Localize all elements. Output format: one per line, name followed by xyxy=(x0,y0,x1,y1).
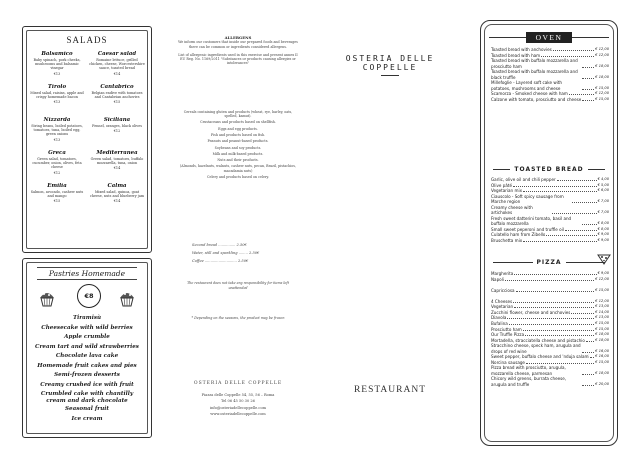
extra-item: Coffee ............................ 2.50€ xyxy=(192,259,249,264)
extra-item: Second bread ............... 2.50€ xyxy=(192,243,247,248)
contact-block xyxy=(178,381,298,418)
salad-item: Emilia Salmon, avocado, cashew nuts and mango €15 xyxy=(30,183,84,204)
menu-row: Chicory wild greens, burrata cheese, arugula and truffle € 20,00 xyxy=(491,376,609,387)
toasted-title: TOASTED BREAD xyxy=(514,166,584,173)
menu-row: Bufalina € 15,00 xyxy=(491,320,609,326)
menu-row: Capricciosa € 15,00 xyxy=(491,287,609,293)
brand-logo-block xyxy=(320,54,460,79)
list-item: (Almonds, hazelnuts, walnuts, cashew nuts, pecan, Brazil, pistachios, macadamia nuts) xyxy=(180,164,296,173)
menu-row: Ciauscolo - Soft spicy sausage from Marche region € 7,00 xyxy=(491,193,609,205)
menu-row: Prosciutto ham € 15,00 xyxy=(491,326,609,332)
menu-row: Sweet pepper, buffalo cheese and 'nduja salami € 16,00 xyxy=(491,354,609,360)
menu-row: Diavola € 13,00 xyxy=(491,315,609,321)
oven-list xyxy=(491,47,609,102)
divider xyxy=(493,169,510,170)
allergens-title: ALLERGENS xyxy=(224,35,252,40)
list-item: Celery and products based on celery. xyxy=(207,175,269,180)
cupcake-icon xyxy=(117,289,137,307)
menu-row: Small sweet peperoni and truffle oil € 8,00 xyxy=(491,226,609,232)
note-frozen: * Depending on the seasons, the product may be frozen xyxy=(191,315,285,320)
pastries-title: Pastries Homemade xyxy=(37,267,137,280)
list-item: Ice cream xyxy=(71,415,103,422)
menu-row: Toasted bread with buffalo mozzarella and prosciutto ham € 18,00 xyxy=(491,58,609,69)
list-item: Soybeans and soy products. xyxy=(214,145,262,150)
menu-row: Garlic, olive oil and chili pepper € 4,00 xyxy=(491,177,609,182)
menu-row: Vegetarian € 13,00 xyxy=(491,304,609,310)
list-item: Cereals containing gluten and products (wheat, rye, barley, oats, spelled, kamut). xyxy=(183,109,293,119)
menu-row: Mortadella, stracciatella cheese and pistachio € 18,00 xyxy=(491,337,609,343)
allergens-list xyxy=(178,110,298,180)
list-item: Nuts and their products. xyxy=(217,158,259,163)
note-responsibility: The restaurant does not take any responsibility for items left unattended xyxy=(187,281,289,290)
menu-row: Zucchini flower, cheese and anchovies € 14,00 xyxy=(491,309,609,315)
list-item: Cream tart and wild strawberries xyxy=(35,343,139,350)
menu-row: 4 Cheeses € 12,00 xyxy=(491,298,609,304)
list-item: Crumbled cake with chantilly cream and dark chocolate xyxy=(40,391,134,404)
menu-row: Culatello ham from Zibello € 9,00 xyxy=(491,232,609,238)
oven-header xyxy=(489,32,609,43)
contact-email: info@osteriadellecoppelle.com xyxy=(209,405,267,410)
salad-item: Caesar salad Romaine lettuce, grilled chicken, cheese, Worcestershire sauce, toasted bread €14 xyxy=(89,51,145,76)
menu-row: Scamorza - Smoked cheese with ham € 12,00 xyxy=(491,91,609,97)
list-item: Tiramisù xyxy=(72,315,102,321)
cupcake-icon xyxy=(37,289,57,307)
menu-row: Our Truffle Pizza € 18,00 xyxy=(491,332,609,338)
salad-item: Calma Mixed salad, quinoa, goat cheese, nuts and blueberry jam €14 xyxy=(89,183,145,204)
extras-list xyxy=(178,241,298,265)
list-item: Seasonal fruit xyxy=(65,406,109,412)
divider xyxy=(588,169,605,170)
list-item: Eggs and egg products. xyxy=(218,126,258,131)
divider xyxy=(493,262,533,263)
menu-row: Toasted bread with anchovies € 12,00 xyxy=(491,47,609,52)
pizza-list xyxy=(491,271,609,388)
salads-panel xyxy=(22,26,152,253)
list-item: Crustaceans and products based on shellfish. xyxy=(200,120,276,125)
menu-row: Toasted bread with ham € 12,00 xyxy=(491,52,609,58)
contact-phone: Tel 06 45 50 30 26 xyxy=(221,399,255,403)
salad-item: Greca Green salad, tomatoes, cucumber, onion, olives, feta cheese €12 xyxy=(32,150,82,175)
pizza-title: PIZZA xyxy=(536,259,562,266)
list-item: Fish and products based on fish. xyxy=(210,132,266,137)
salads-grid xyxy=(29,51,145,216)
menu-row: Norcina sausage € 15,00 xyxy=(491,359,609,365)
menu-row: Napoli € 12,00 xyxy=(491,276,609,282)
divider xyxy=(572,37,609,38)
menu-row: Pizza bread with prosciutto, arugula, mozzarella cheese, parmesan € 18,00 xyxy=(491,365,609,376)
list-item: Homemade fruit cakes and pies xyxy=(37,362,137,369)
menu-row: Calzone with tomato, prosciutto and cheese € 15,00 xyxy=(491,96,609,102)
salad-item: Balsamico Baby spinach, pork cheeks, mushrooms and balsamic vinegar €13 xyxy=(33,51,81,76)
salads-title: SALADS xyxy=(66,35,108,45)
list-item: Peanuts and peanut-based products. xyxy=(207,139,269,144)
list-item: Apple crumble xyxy=(64,334,110,340)
allergens-law: List of allergenic ingredients used in this exercise and present annex II EU Reg. No. 1169/2011 "Substances or products causing allergies or intolerances" xyxy=(178,52,298,66)
contact-address: Piazza delle Coppelle 54, 55, 56 – Roma xyxy=(201,392,275,397)
salad-item: Mediterranea Green salad, tomatoes, buffalo mozzarella, tuna, onion €14 xyxy=(90,150,144,171)
list-item: Chocolate lava cake xyxy=(55,353,119,359)
oven-pizza-panel xyxy=(480,20,618,446)
allergens-column xyxy=(178,36,298,436)
allergens-intro: We inform our customers that inside our prepared foods and beverages there can be common or ingredients considered allergens. xyxy=(178,40,298,49)
menu-row: Fresh sweet datterini tomato, basil and buffalo mozzarella € 8,00 xyxy=(491,215,609,227)
list-item: Milk and milk-based products. xyxy=(212,151,264,156)
salad-item: Tirolo Mixed salad, raisins, apple and crispy homemade bacon €13 xyxy=(30,84,84,105)
contact-web: www.osteriadellecoppelle.com xyxy=(210,412,266,416)
list-item: Semi-frozen desserts xyxy=(54,372,120,378)
divider xyxy=(489,37,526,38)
list-item: Cheesecake with wild berries xyxy=(41,324,133,331)
contact-brand: OSTERIA DELLE COPPELLE xyxy=(193,381,283,386)
toasted-header xyxy=(489,166,609,173)
menu-row: Millefoglie - Layered soft cake with potatoes, mushrooms and cheese € 15,00 xyxy=(491,80,609,91)
menu-row: Vegetarian mix € 6,00 xyxy=(491,188,609,194)
salad-item: Nizzarda String beans, boiled potatoes, tomatoes, tuna, boiled egg, green onions €13 xyxy=(31,117,83,142)
oven-title: OVEN xyxy=(526,32,573,43)
toasted-list xyxy=(491,177,609,244)
divider xyxy=(381,75,399,76)
divider xyxy=(566,262,606,263)
menu-row: Olive pâté € 5,00 xyxy=(491,182,609,188)
pizza-header xyxy=(489,259,609,266)
brand-logo: OSTERIA DELLE COPPELLE xyxy=(345,54,435,72)
menu-row: Toasted bread with buffalo mozzarella and black truffle € 18,00 xyxy=(491,69,609,80)
list-item: Creamy crushed ice with fruit xyxy=(40,381,134,388)
pastries-panel xyxy=(22,258,152,438)
menu-row: Stracchino cheese, speck ham, arugula and drops of red wine € 16,00 xyxy=(491,343,609,354)
restaurant-footer: RESTAURANT xyxy=(353,385,427,395)
menu-row: Creamy cheese with artichokes € 7,00 xyxy=(491,204,609,216)
pastries-price-badge: €8 xyxy=(77,284,101,308)
salad-item: Siciliana Fennel, oranges, black olives €12 xyxy=(92,117,142,134)
menu-row: Bruschetta mix € 9,00 xyxy=(491,237,609,243)
menu-row: Margherita € 9,00 xyxy=(491,271,609,276)
salad-item: Cantabrico Belgian endive with tomatoes and Cantabrian anchovies €15 xyxy=(91,84,143,105)
pastries-list xyxy=(29,314,145,424)
extra-item: Water, still and sparkling ........ 2.50€ xyxy=(192,251,260,256)
